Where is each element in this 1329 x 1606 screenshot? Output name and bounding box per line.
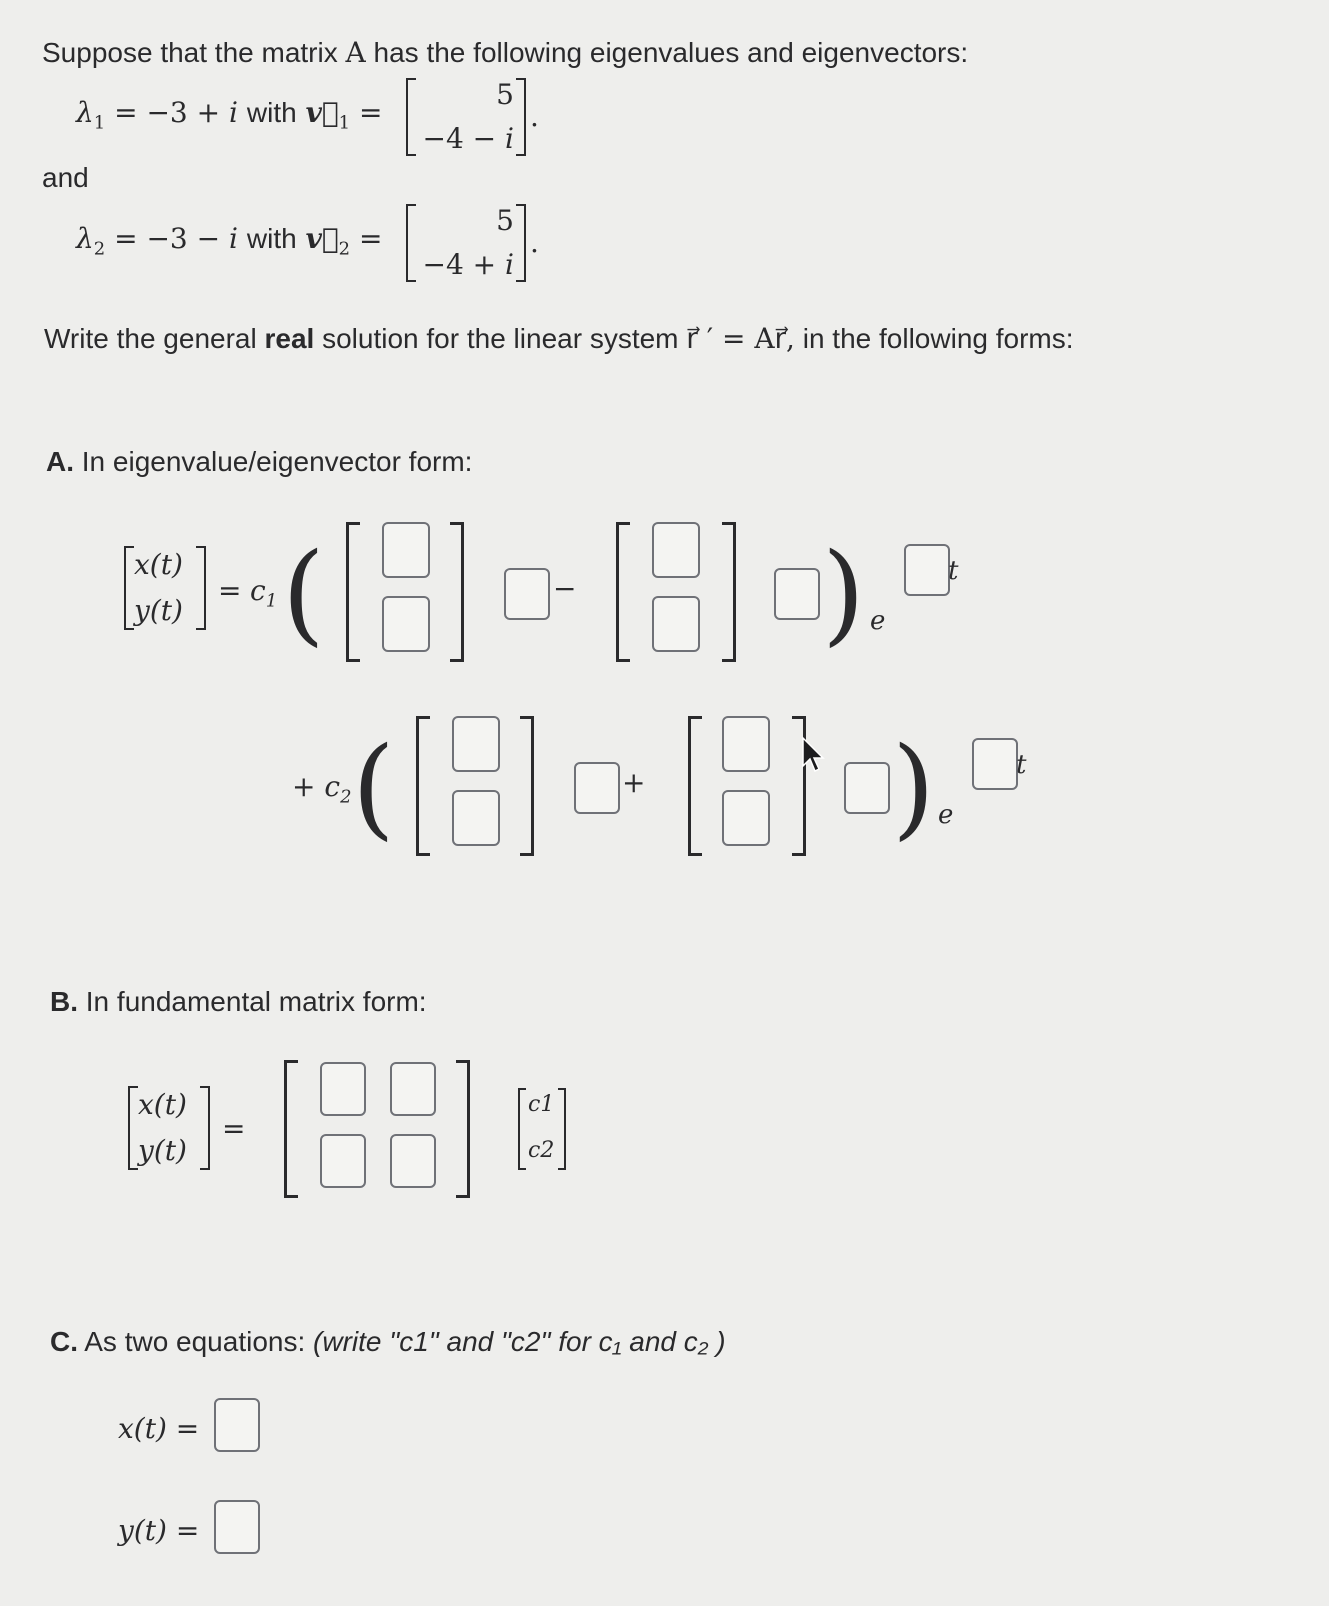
matrix-symbol: A — [345, 36, 366, 69]
intro-text-2: has the following eigenvalues and eigenvectors: — [373, 37, 969, 68]
a-row1-minus: − — [553, 572, 577, 605]
v2-bracket-right — [516, 204, 526, 282]
equals-1: = — [359, 96, 383, 129]
a-row1-vec2-bottom-input[interactable] — [652, 596, 700, 652]
lambda-2-sub: 2 — [93, 238, 106, 260]
part-a-label: A. — [46, 446, 74, 477]
part-c-label: C. — [50, 1326, 78, 1357]
a-row2-exp-t: t — [1016, 750, 1027, 780]
prompt-end: in the following forms: — [802, 323, 1074, 354]
v2-bottom: −4 + 𝑖 — [422, 248, 514, 281]
v1-bottom: −4 − 𝑖 — [422, 122, 514, 155]
a-yt: y(t) — [134, 594, 183, 627]
a-row2-func2-input[interactable] — [844, 762, 890, 814]
a-row2-exp-e: e — [938, 800, 954, 830]
a-row1-vec2-bracket-right — [722, 522, 736, 662]
a-row1-paren-right: ) — [822, 529, 865, 657]
prompt-bold: real — [264, 323, 315, 354]
lambda-1-sub: 1 — [93, 112, 106, 134]
part-a-text: In eigenvalue/eigenvector form: — [81, 446, 473, 477]
a-row1-paren-left: ( — [282, 529, 325, 657]
a-xt: x(t) — [134, 548, 183, 581]
intro-line — [42, 36, 968, 69]
a-row1-func2-input[interactable] — [774, 568, 820, 620]
a-row2-vec2-top-input[interactable] — [722, 716, 770, 772]
a-xy-bracket-left — [124, 546, 134, 630]
vector-v2: v⃗ — [305, 222, 339, 255]
a-row2-func1-input[interactable] — [574, 762, 620, 814]
v2-top: 5 — [496, 204, 514, 237]
b-equals: = — [222, 1112, 246, 1145]
part-b-label: B. — [50, 986, 78, 1017]
a-row1-vec1-bottom-input[interactable] — [382, 596, 430, 652]
vector-v2-sub: 2 — [338, 238, 351, 260]
lambda-2: λ — [76, 222, 94, 255]
a-c1 — [250, 574, 277, 612]
part-a-heading — [46, 446, 472, 478]
a-c2-plus: + — [292, 770, 316, 803]
with-text-2: with — [246, 223, 297, 254]
c-x-label: x(t) = — [118, 1412, 200, 1445]
a-row2-paren-right: ) — [892, 723, 935, 851]
lambda-1: λ — [76, 96, 94, 129]
prompt-after: solution for the linear system — [322, 323, 679, 354]
v1-bracket-left — [406, 78, 416, 156]
a-xy-bracket-right — [196, 546, 206, 630]
b-c-bracket-left — [518, 1088, 526, 1170]
a-row2-vec1-bottom-input[interactable] — [452, 790, 500, 846]
a-c2-letter: c — [324, 770, 341, 803]
a-row1-exponent-input[interactable] — [904, 544, 950, 596]
a-row1-vec1-bracket-left — [346, 522, 360, 662]
mouse-cursor-icon — [800, 736, 826, 776]
b-c1: c1 — [528, 1092, 555, 1117]
v1-dot: . — [530, 100, 539, 133]
a-c1-letter: c — [250, 574, 266, 607]
part-c-text: As two equations: — [84, 1326, 306, 1357]
b-matrix-bracket-left — [284, 1060, 298, 1198]
a-row2-paren-left: ( — [352, 723, 395, 851]
a-row1-vec1-bracket-right — [450, 522, 464, 662]
b-xy-bracket-left — [128, 1086, 138, 1170]
with-text-1: with — [246, 97, 297, 128]
prompt-before: Write the general — [44, 323, 257, 354]
v2-dot: . — [530, 226, 539, 259]
eigenpair-2 — [76, 204, 576, 288]
part-c-heading — [50, 1326, 726, 1358]
and-text: and — [42, 162, 89, 193]
a-c2-sub: 2 — [340, 786, 352, 808]
part-c-hint: (write "c1" and "c2" for c₁ and c₂ ) — [313, 1326, 726, 1357]
v1-top: 5 — [496, 78, 514, 111]
vector-v1-sub: 1 — [338, 112, 351, 134]
b-xy-bracket-right — [200, 1086, 210, 1170]
a-row1-vec2-bracket-left — [616, 522, 630, 662]
c-x-input[interactable] — [214, 1398, 260, 1452]
a-row1-func1-input[interactable] — [504, 568, 550, 620]
b-matrix-bracket-right — [456, 1060, 470, 1198]
v1-bracket-right — [516, 78, 526, 156]
part-b-heading — [50, 986, 427, 1018]
b-matrix-r1c1-input[interactable] — [320, 1062, 366, 1116]
eigenpair-1 — [76, 78, 576, 162]
b-xt: x(t) — [138, 1088, 187, 1121]
part-b-text: In fundamental matrix form: — [85, 986, 427, 1017]
c-y-input[interactable] — [214, 1500, 260, 1554]
a-row2-plus: + — [622, 766, 646, 799]
b-yt: y(t) — [138, 1134, 187, 1167]
a-c1-sub: 1 — [265, 590, 278, 612]
a-row2-vec2-bottom-input[interactable] — [722, 790, 770, 846]
a-row2-exponent-input[interactable] — [972, 738, 1018, 790]
a-c2 — [292, 770, 352, 808]
equals-2: = — [359, 222, 383, 255]
lambda-1-value: = −3 + 𝑖 — [114, 96, 238, 129]
b-c-bracket-right — [558, 1088, 566, 1170]
intro-text: Suppose that the matrix — [42, 37, 338, 68]
b-matrix-r2c2-input[interactable] — [390, 1134, 436, 1188]
a-row2-vec1-top-input[interactable] — [452, 716, 500, 772]
a-row1-exp-e: e — [870, 606, 886, 636]
a-row1-exp-t: t — [948, 556, 959, 586]
lambda-2-value: = −3 − 𝑖 — [114, 222, 238, 255]
v2-bracket-left — [406, 204, 416, 282]
prompt-line — [44, 322, 1074, 355]
vector-v1: v⃗ — [305, 96, 339, 129]
a-equals: = — [218, 574, 242, 607]
b-c2: c2 — [528, 1138, 555, 1163]
c-y-label: y(t) = — [118, 1514, 200, 1547]
a-row1-vec2-top-input[interactable] — [652, 522, 700, 578]
a-row1-vec1-top-input[interactable] — [382, 522, 430, 578]
a-row2-vec2-bracket-left — [688, 716, 702, 856]
b-matrix-r2c1-input[interactable] — [320, 1134, 366, 1188]
system-equation: r⃗ ′ = Ar⃗, — [686, 322, 795, 355]
a-row2-vec1-bracket-left — [416, 716, 430, 856]
a-row2-vec1-bracket-right — [520, 716, 534, 856]
b-matrix-r1c2-input[interactable] — [390, 1062, 436, 1116]
